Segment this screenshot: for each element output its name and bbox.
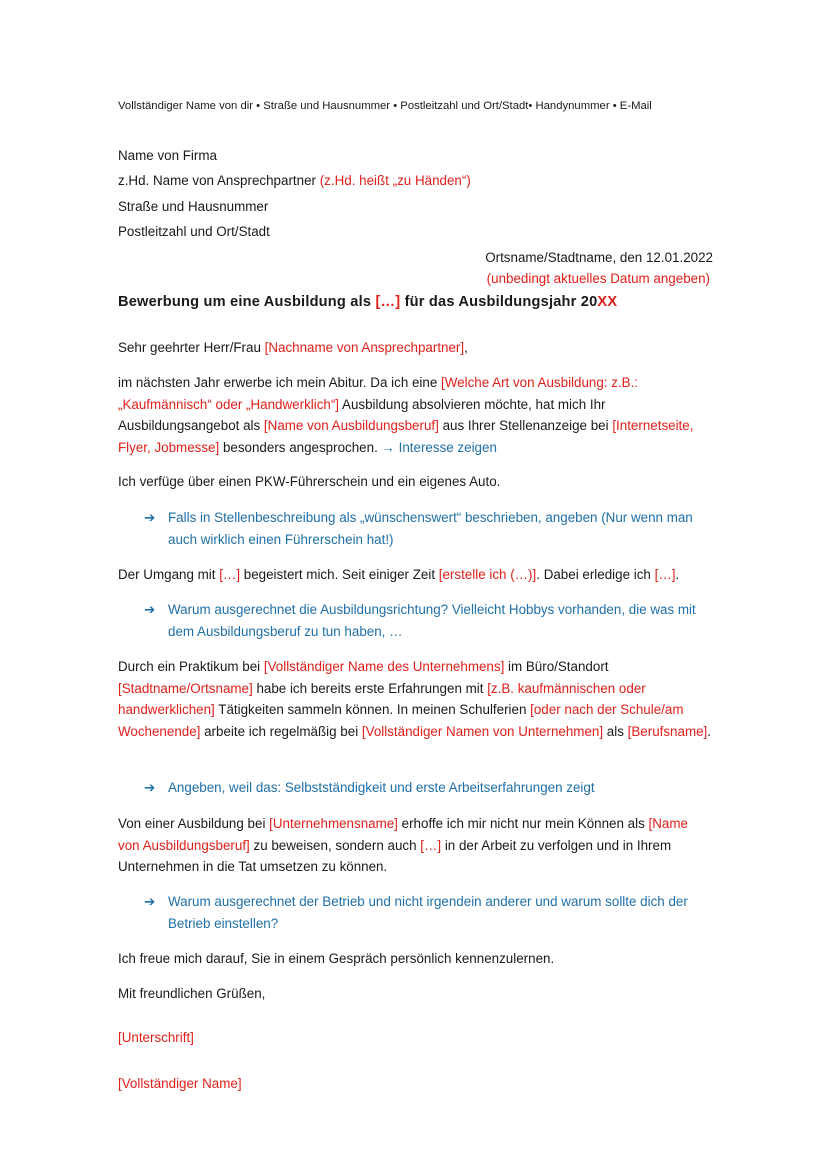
p1-hint: → Interesse zeigen [381, 439, 497, 455]
p4-placeholder: [Berufsname] [627, 723, 708, 739]
paragraph-interest [118, 564, 713, 586]
signature-placeholder: [Unterschrift] [118, 1030, 194, 1045]
arrow-right-icon: ➔ [144, 510, 156, 525]
p5-text: Von einer Ausbildung bei [118, 816, 270, 831]
p4-placeholder: [Vollständiger Namen von Unternehmen] [361, 723, 604, 739]
paragraph-expectation [118, 813, 713, 878]
salutation-placeholder: [Nachname von Ansprechpartner] [264, 340, 465, 355]
p5-placeholder: [Name von Ausbildungsberuf] [118, 816, 688, 853]
paragraph-license: Ich verfüge über einen PKW-Führerschein und ein eigenes Auto. [118, 474, 501, 489]
p4-text: . [707, 723, 712, 739]
hint-bullet-company [144, 891, 704, 934]
p4-placeholder: [Vollständiger Name des Unternehmens] [263, 659, 505, 674]
hint-bullet-license [144, 507, 704, 550]
bullet-text: Warum ausgerechnet die Ausbildungsrichtung? Vielleicht Hobbys vorhanden, die was mit dem Ausbildungsberuf zu tun haben, … [168, 602, 696, 639]
p1-text: besonders angesprochen. [219, 439, 382, 455]
paragraph-experience [118, 656, 713, 742]
paragraph-closing-sentence: Ich freue mich darauf, Sie in einem Gespräch persönlich kennenzulernen. [118, 951, 555, 966]
p1-placeholder-type: [Welche Art von Ausbildung: z.B.: „Kaufmännisch“ oder „Handwerklich“] [118, 375, 639, 412]
salutation-text: Sehr geehrter Herr/Frau [118, 340, 265, 355]
subject-text-2: für das Ausbildungsjahr 20 [400, 294, 598, 310]
subject-line [118, 291, 617, 313]
p5-placeholder: [Unternehmensname] [269, 816, 398, 831]
closing-greeting: Mit freundlichen Grüßen, [118, 986, 266, 1001]
salutation [118, 337, 468, 359]
p5-text: zu beweisen, sondern auch [249, 837, 421, 853]
recipient-contact-text: z.Hd. Name von Ansprechpartner [118, 173, 320, 188]
p3-placeholder: […] [219, 567, 241, 582]
salutation-end: , [464, 340, 468, 355]
p4-text: als [603, 723, 628, 739]
p4-placeholder: [z.B. kaufmännischen oder handwerklichen] [118, 680, 646, 717]
p3-placeholder: [erstelle ich (…)] [438, 567, 537, 582]
p1-text: im nächsten Jahr erwerbe ich mein Abitur. Da ich eine [118, 375, 442, 390]
date-line: Ortsname/Stadtname, den 12.01.2022 [485, 250, 713, 265]
subject-year-placeholder: XX [597, 294, 618, 310]
subject-text-1: Bewerbung um eine Ausbildung als [118, 294, 376, 310]
hint-bullet-independence [144, 777, 704, 799]
hint-bullet-direction [144, 599, 704, 642]
p4-text: arbeite ich regelmäßig bei [200, 723, 362, 739]
p3-placeholder: […] [654, 567, 676, 582]
p5-text: in der Arbeit zu verfolgen und in Ihrem Unternehmen in die Tat umsetzen zu können. [118, 837, 672, 874]
p5-text: erhoffe ich mir nicht nur mein Können als [397, 816, 649, 831]
full-name-placeholder: [Vollständiger Name] [118, 1076, 242, 1091]
p4-text: im Büro/Standort [504, 659, 609, 674]
arrow-right-icon: ➔ [144, 780, 156, 795]
p1-placeholder-source: [Internetseite, Flyer, Jobmesse] [118, 418, 694, 455]
bullet-text: Warum ausgerechnet der Betrieb und nicht irgendein anderer und warum sollte dich der Betrieb einstellen? [168, 894, 688, 931]
arrow-right-icon: ➔ [144, 894, 156, 909]
p4-text: Tätigkeiten sammeln können. In meinen Schulferien [214, 702, 531, 717]
bullet-text: Angeben, weil das: Selbstständigkeit und erste Arbeitserfahrungen zeigt [168, 780, 595, 795]
recipient-company: Name von Firma [118, 148, 217, 163]
sender-line: Vollständiger Name von dir • Straße und Hausnummer • Postleitzahl und Ort/Stadt• Handynummer • E-Mail [118, 100, 652, 112]
bullet-text: Falls in Stellenbeschreibung als „wünschenswert“ beschrieben, angeben (Nur wenn man auch wirklich einen Führerschein hat!) [168, 510, 693, 547]
p3-text: . [675, 567, 680, 582]
p4-text: Durch ein Praktikum bei [118, 659, 264, 674]
recipient-street: Straße und Hausnummer [118, 199, 269, 214]
p3-text: . Dabei erledige ich [536, 567, 655, 582]
recipient-contact [118, 170, 471, 192]
arrow-right-icon: ➔ [144, 602, 156, 617]
p4-placeholder: [Stadtname/Ortsname] [118, 680, 253, 696]
p5-placeholder: […] [420, 837, 442, 853]
p1-placeholder-profession: [Name von Ausbildungsberuf] [263, 418, 439, 433]
p4-text: habe ich bereits erste Erfahrungen mit [252, 680, 488, 696]
p1-text: Ausbildung absolvieren möchte, hat mich Ihr Ausbildungsangebot als [118, 396, 606, 433]
recipient-city: Postleitzahl und Ort/Stadt [118, 224, 270, 239]
subject-placeholder: […] [375, 294, 401, 310]
p3-text: begeistert mich. Seit einiger Zeit [240, 567, 439, 582]
p1-text: aus Ihrer Stellenanzeige bei [438, 418, 613, 433]
paragraph-intro [118, 372, 713, 458]
p3-text: Der Umgang mit [118, 567, 220, 582]
p4-placeholder: [oder nach der Schule/am Wochenende] [118, 702, 684, 739]
date-note: (unbedingt aktuelles Datum angeben) [486, 271, 710, 286]
recipient-contact-note: (z.Hd. heißt „zu Händen“) [319, 173, 471, 188]
